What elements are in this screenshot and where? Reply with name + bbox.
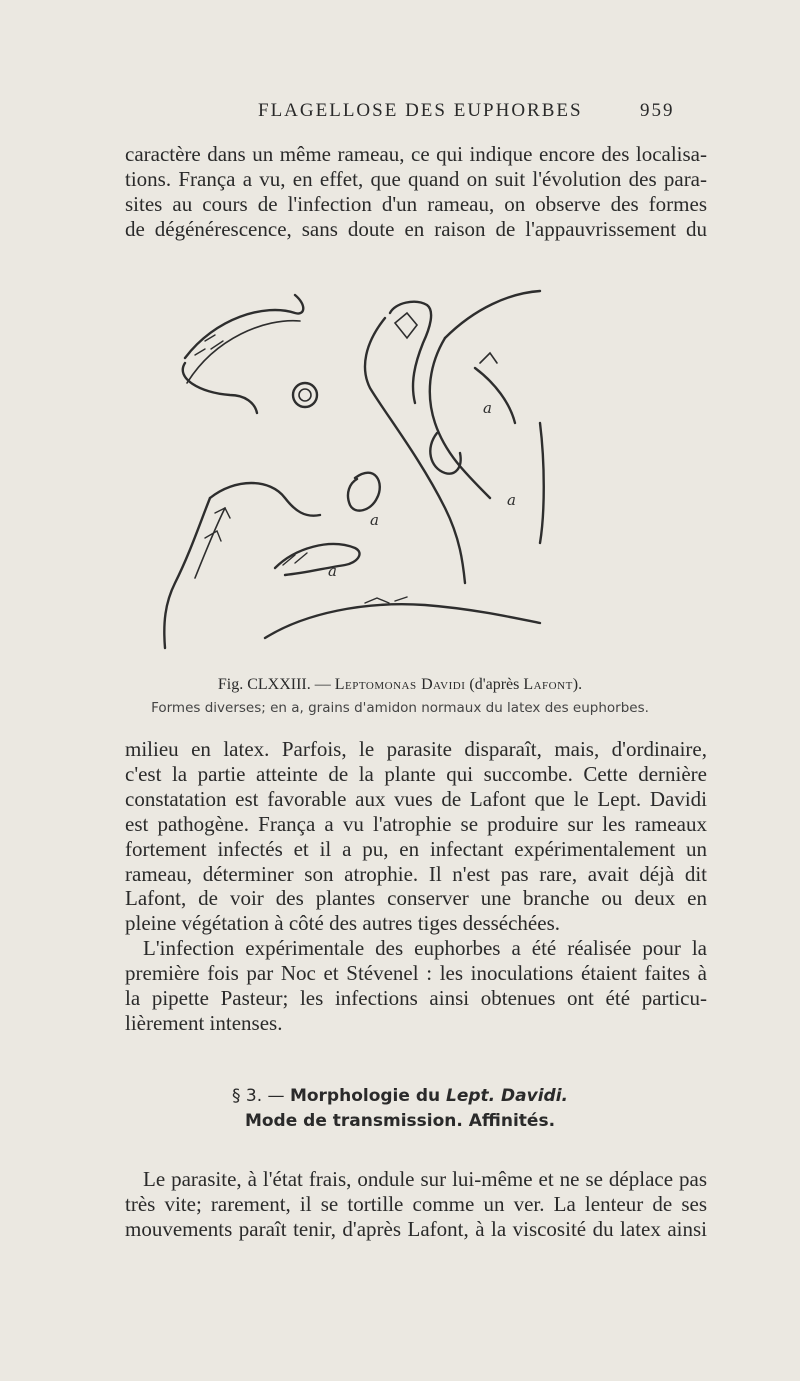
paragraph-3	[125, 1167, 707, 1242]
figure-subcaption: Formes diverses; en a, grains d'amidon normaux du latex des euphorbes.	[151, 700, 649, 716]
text-line: est pathogène. França a vu l'atrophie se produire sur les rameaux	[125, 811, 707, 836]
text-line: sites au cours de l'infection d'un rameau, on observe des formes	[125, 191, 707, 216]
text-line: Le parasite, à l'état frais, ondule sur lui-même et ne se déplace pas	[143, 1167, 707, 1191]
text-line: L'infection expérimentale des euphorbes a été réalisée pour la	[143, 936, 707, 961]
text-line: Lafont, de voir des plantes conserver une branche ou deux en	[125, 886, 707, 911]
paragraph-2	[125, 737, 707, 1036]
section-title-italic: Lept. Davidi.	[446, 1086, 568, 1106]
running-head	[0, 100, 800, 128]
text-line: lièrement intenses.	[125, 1010, 283, 1035]
section-subtitle: Mode de transmission. Affinités.	[244, 1111, 556, 1131]
text-line: milieu en latex. Parfois, le parasite disparaît, mais, d'ordinaire,	[125, 737, 707, 761]
caption-after: (d'après	[465, 676, 524, 693]
text-line: c'est la partie atteinte de la plante qui succombe. Cette dernière	[125, 761, 707, 786]
text-line: très vite; rarement, il se tortille comme un ver. La lenteur de ses	[125, 1191, 707, 1216]
running-title: FLAGELLOSE DES EUPHORBES	[258, 100, 583, 121]
figure-label-a: a	[483, 399, 492, 417]
caption-prefix: Fig. CLXXIII. —	[217, 676, 335, 693]
page-number: 959	[640, 100, 675, 121]
text-line: caractère dans un même rameau, ce qui indique encore des localisa-	[125, 142, 707, 166]
figure-label-a: a	[370, 511, 379, 529]
text-line: constatation est favorable aux vues de Lafont que le Lept. Davidi	[125, 786, 707, 811]
figure-label-a: a	[328, 562, 337, 580]
text-line: première fois par Noc et Stévenel : les inoculations étaient faites à	[125, 961, 707, 986]
text-line: de dégénérescence, sans doute en raison de l'appauvrissement du	[125, 216, 707, 241]
section-heading	[0, 1086, 800, 1106]
text-line: fortement infectés et il a pu, en infectant expérimentalement un	[125, 836, 707, 861]
text-line: pleine végétation à côté des autres tiges desséchées.	[125, 911, 560, 936]
figure-label-a: a	[507, 491, 516, 509]
text-line: tions. França a vu, en effet, que quand on suit l'évolution des para-	[125, 166, 707, 191]
section-title: Morphologie du	[289, 1086, 447, 1106]
section-number: § 3. —	[232, 1086, 290, 1106]
caption-author: Lafont	[523, 676, 573, 693]
caption-organism: Leptomonas Davidi	[334, 676, 466, 693]
text-line: la pipette Pasteur; les infections ainsi obtenues ont été particu-	[125, 986, 707, 1011]
text-line: rameau, déterminer son atrophie. Il n'est pas rare, avait déjà dit	[125, 861, 707, 886]
paragraph-1	[125, 142, 707, 242]
figure-caption	[0, 676, 800, 694]
text-line: mouvements paraît tenir, d'après Lafont, à la viscosité du latex ainsi	[125, 1216, 707, 1241]
caption-end: ).	[572, 676, 583, 693]
leptomonas-figure	[145, 283, 565, 668]
